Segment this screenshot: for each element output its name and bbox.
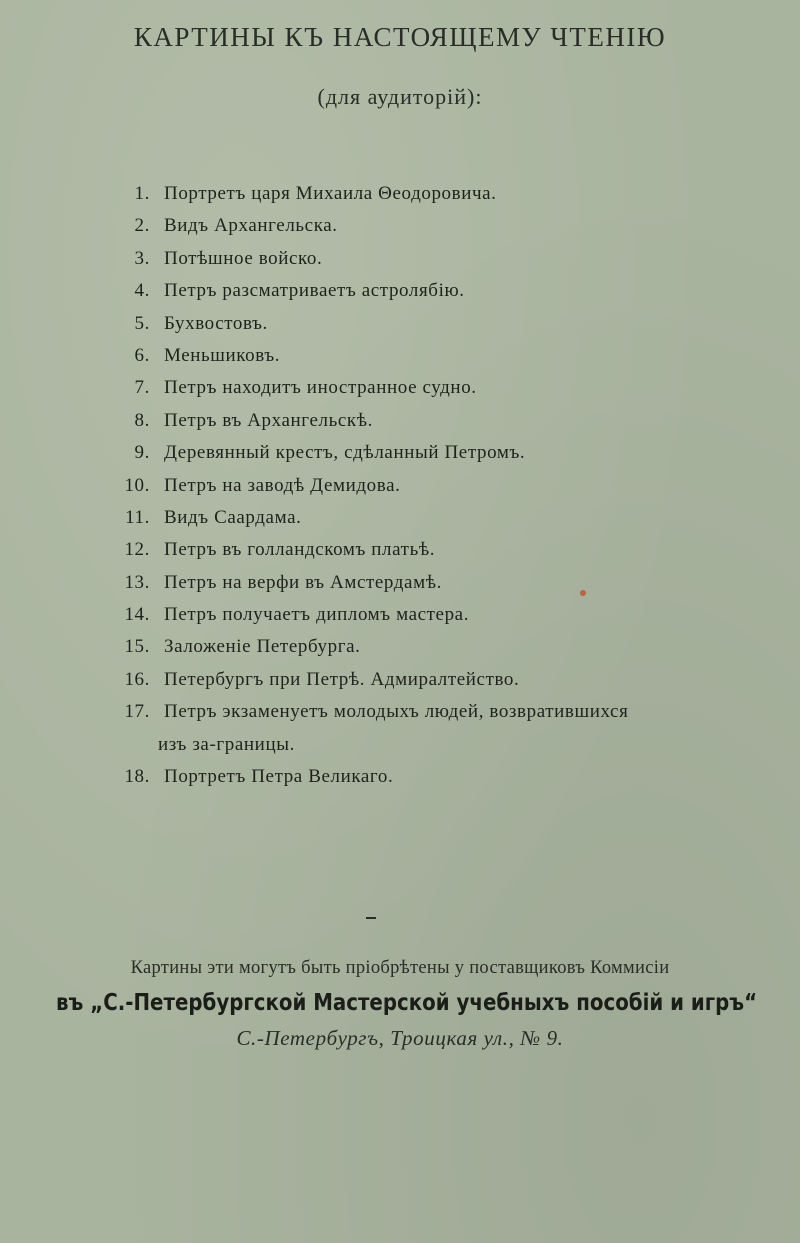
item-text: Деревянный крестъ, сдѣланный Петромъ. [164, 442, 526, 464]
item-number: 12. [124, 539, 150, 561]
item-number: 4. [134, 280, 150, 302]
separator-dash [366, 917, 376, 919]
page-title: КАРТИНЫ КЪ НАСТОЯЩЕМУ ЧТЕНІЮ [133, 22, 667, 52]
list-item [100, 502, 800, 534]
list-item [100, 243, 800, 275]
item-text: Петръ на заводѣ Демидова. [164, 474, 401, 496]
item-text: Петръ получаетъ дипломъ мастера. [164, 604, 470, 626]
list-item [100, 340, 800, 372]
item-number: 3. [134, 247, 150, 269]
item-number: 6. [134, 344, 150, 366]
item-text: Петръ въ голландскомъ платьѣ. [164, 539, 436, 561]
item-number: 9. [134, 442, 150, 464]
item-text: Петръ находитъ иностранное судно. [164, 377, 477, 399]
item-text: Видъ Саардама. [164, 506, 302, 528]
item-text: Петръ разсматриваетъ астролябію. [164, 280, 465, 302]
item-text: Потѣшное войско. [164, 247, 323, 269]
list-item [100, 567, 800, 599]
organization-name: въ „С.-Петербургской Мастерской учебныхъ пособій и игръ“ [56, 990, 758, 1016]
list-item [100, 405, 800, 437]
list-item [100, 696, 800, 728]
list-item [100, 275, 800, 307]
item-number: 8. [134, 409, 150, 431]
item-number: 15. [124, 636, 150, 658]
item-text: Меньшиковъ. [164, 344, 281, 366]
item-number: 11. [125, 506, 150, 528]
item-text: Петръ экзаменуетъ молодыхъ людей, возвратившихся [164, 701, 629, 723]
item-number: 18. [124, 766, 150, 788]
item-number: 10. [124, 474, 150, 496]
item-text: Заложеніе Петербурга. [164, 636, 361, 658]
item-text: Видъ Архангельска. [164, 215, 338, 237]
item-text: Петръ въ Архангельскѣ. [164, 409, 373, 431]
page-subtitle: (для аудиторій): [317, 84, 483, 109]
item-number: 14. [124, 604, 150, 626]
item-text: Портретъ Петра Великаго. [164, 766, 394, 788]
list-item-continuation [100, 729, 800, 761]
list-item [100, 372, 800, 404]
item-number: 13. [124, 571, 150, 593]
item-text: Портретъ царя Михаила Θеодоровича. [164, 183, 497, 204]
list-item [100, 761, 800, 793]
list-item [100, 308, 800, 340]
pictures-list [100, 178, 800, 793]
list-item [100, 631, 800, 663]
item-number: 5. [134, 312, 150, 334]
list-item [100, 178, 800, 210]
list-item [100, 664, 800, 696]
item-number: 17. [124, 701, 150, 723]
item-text: Петръ на верфи въ Амстердамѣ. [164, 571, 442, 593]
item-number: 1. [134, 183, 150, 204]
list-item [100, 534, 800, 566]
organization-address: С.-Петербургъ, Троицкая ул., № 9. [236, 1026, 564, 1050]
list-item [100, 210, 800, 242]
item-text-continuation: изъ за-границы. [158, 733, 295, 755]
item-text: Бухвостовъ. [164, 312, 268, 334]
list-item [100, 599, 800, 631]
list-item [100, 437, 800, 469]
item-number: 2. [134, 215, 150, 237]
ink-stain [580, 590, 586, 596]
item-text: Петербургъ при Петрѣ. Адмиралтейство. [164, 668, 520, 690]
item-number: 7. [134, 377, 150, 399]
purchase-notice: Картины эти могутъ быть пріобрѣтены у поставщиковъ Коммисіи [130, 958, 670, 978]
list-item [100, 470, 800, 502]
item-number: 16. [124, 668, 150, 690]
